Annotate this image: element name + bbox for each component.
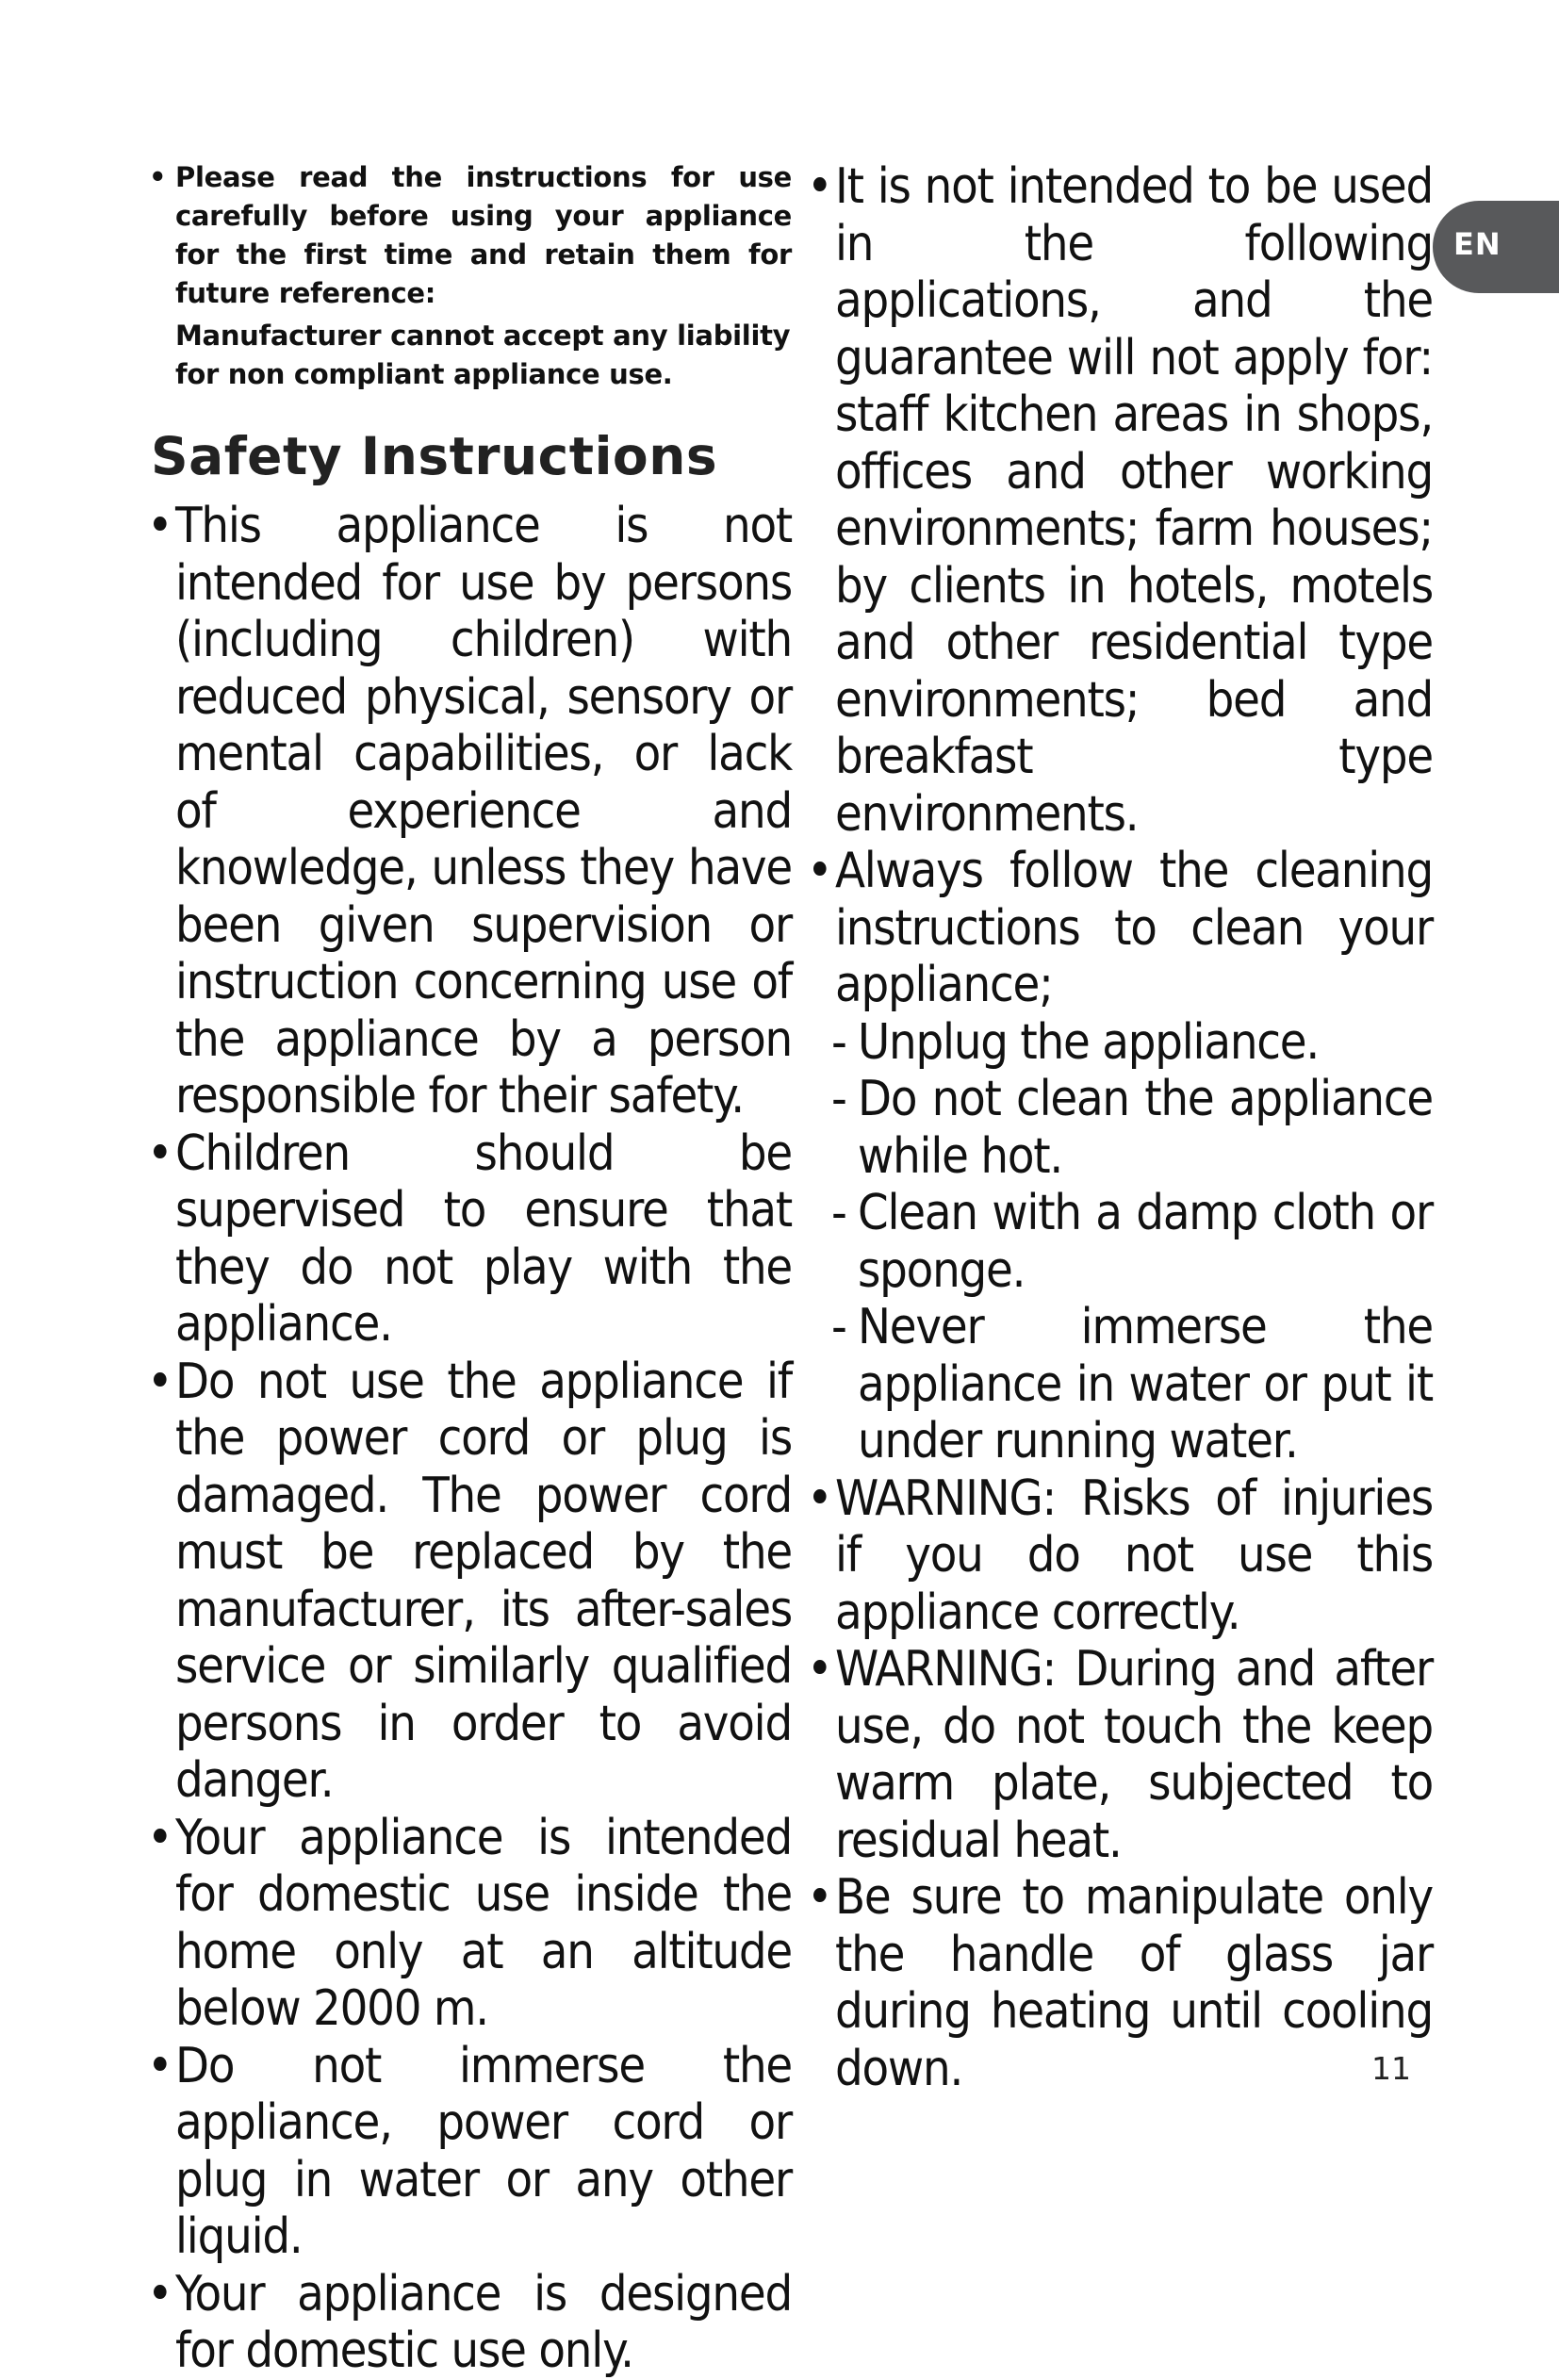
cleaning-step [811, 1299, 1433, 1470]
safety-item-text: This appliance is not intended for use by persons (including children) with reduced physical, sensory or mental capabilities, or lack of experience and knowledge, unless they have been given supervision or instruction concerning use of the appliance by a person responsible for their safety. [175, 498, 792, 1124]
page-number: 11 [1371, 2050, 1411, 2087]
safety-item [807, 843, 1433, 1014]
bullet-icon: • [807, 1869, 832, 1926]
bullet-icon: • [147, 1353, 172, 1410]
safety-item [807, 158, 1433, 843]
safety-item-text: Children should be supervised to ensure that they do not play with the appliance. [175, 1124, 792, 1353]
cleaning-step-text: Unplug the appliance. [858, 1013, 1320, 1071]
cleaning-step-text: Never immerse the appliance in water or put it under running water. [858, 1299, 1433, 1469]
intro-text: Please read the instructions for use carefully before using your appliance for the first time and retain them for future reference: [175, 161, 792, 309]
safety-item-text: Be sure to manipulate only the handle of glass jar during heating until cooling down. [835, 1869, 1433, 2097]
section-heading: Safety Instructions [151, 426, 718, 486]
bullet-icon: • [807, 843, 832, 899]
liability-note: Manufacturer cannot accept any liability for non compliant appliance use. [175, 320, 791, 390]
bullet-icon: • [807, 1641, 832, 1698]
safety-item-text: It is not intended to be used in the following applications, and the guarantee will not apply for: staff kitchen areas in shops, offices and other working environments; farm houses; by clients in hotels, motels and other residential type environments; bed and breakfast type environments. [835, 158, 1433, 843]
safety-item-text: Do not use the appliance if the power cord or plug is damaged. The power cord must be replaced by the manufacturer, its after-sales service or similarly qualified persons in order to avoid danger. [175, 1353, 792, 1809]
dash-icon: - [831, 1071, 846, 1127]
cleaning-step [811, 1014, 1433, 1072]
bullet-icon: • [807, 158, 832, 215]
language-tab-label: EN [1453, 226, 1502, 262]
cleaning-step [811, 1071, 1433, 1185]
dash-icon: - [831, 1185, 846, 1241]
cleaning-step-text: Clean with a damp cloth or sponge. [858, 1185, 1433, 1299]
warning-item [807, 1469, 1433, 1642]
safety-item [147, 1809, 792, 2038]
safety-item [807, 1869, 1433, 2097]
bullet-icon: • [807, 1469, 832, 1527]
safety-item-text: Your appliance is designed for domestic use only. [175, 2265, 792, 2379]
warning-item-text: WARNING: During and after use, do not touch the keep warm plate, subjected to residual heat. [835, 1641, 1433, 1869]
safety-item [147, 1353, 792, 1810]
safety-item-text: Your appliance is intended for domestic use inside the home only at an altitude below 2000 m. [175, 1809, 792, 2037]
left-column [147, 158, 792, 2380]
language-tab [1433, 201, 1559, 293]
safety-item-text: Always follow the cleaning instructions to clean your appliance; [835, 843, 1433, 1013]
bullet-icon: • [147, 1124, 172, 1182]
warning-item [807, 1641, 1433, 1869]
intro-paragraph [151, 158, 792, 313]
safety-item [147, 498, 792, 1125]
bullet-icon: • [149, 161, 167, 193]
dash-icon: - [831, 1299, 846, 1355]
bullet-icon: • [147, 2265, 172, 2323]
cleaning-step [811, 1185, 1433, 1299]
dash-icon: - [831, 1013, 846, 1071]
bullet-icon: • [147, 1809, 172, 1866]
right-column [807, 158, 1433, 2097]
safety-item [147, 1124, 792, 1354]
bullet-icon: • [147, 2037, 172, 2094]
safety-item [147, 2037, 792, 2266]
bullet-icon: • [147, 498, 172, 554]
warning-item-text: WARNING: Risks of injuries if you do not use this appliance correctly. [835, 1469, 1433, 1641]
cleaning-step-text: Do not clean the appliance while hot. [858, 1071, 1433, 1185]
safety-item-text: Do not immerse the appliance, power cord or plug in water or any other liquid. [175, 2037, 792, 2265]
safety-item [147, 2265, 792, 2380]
